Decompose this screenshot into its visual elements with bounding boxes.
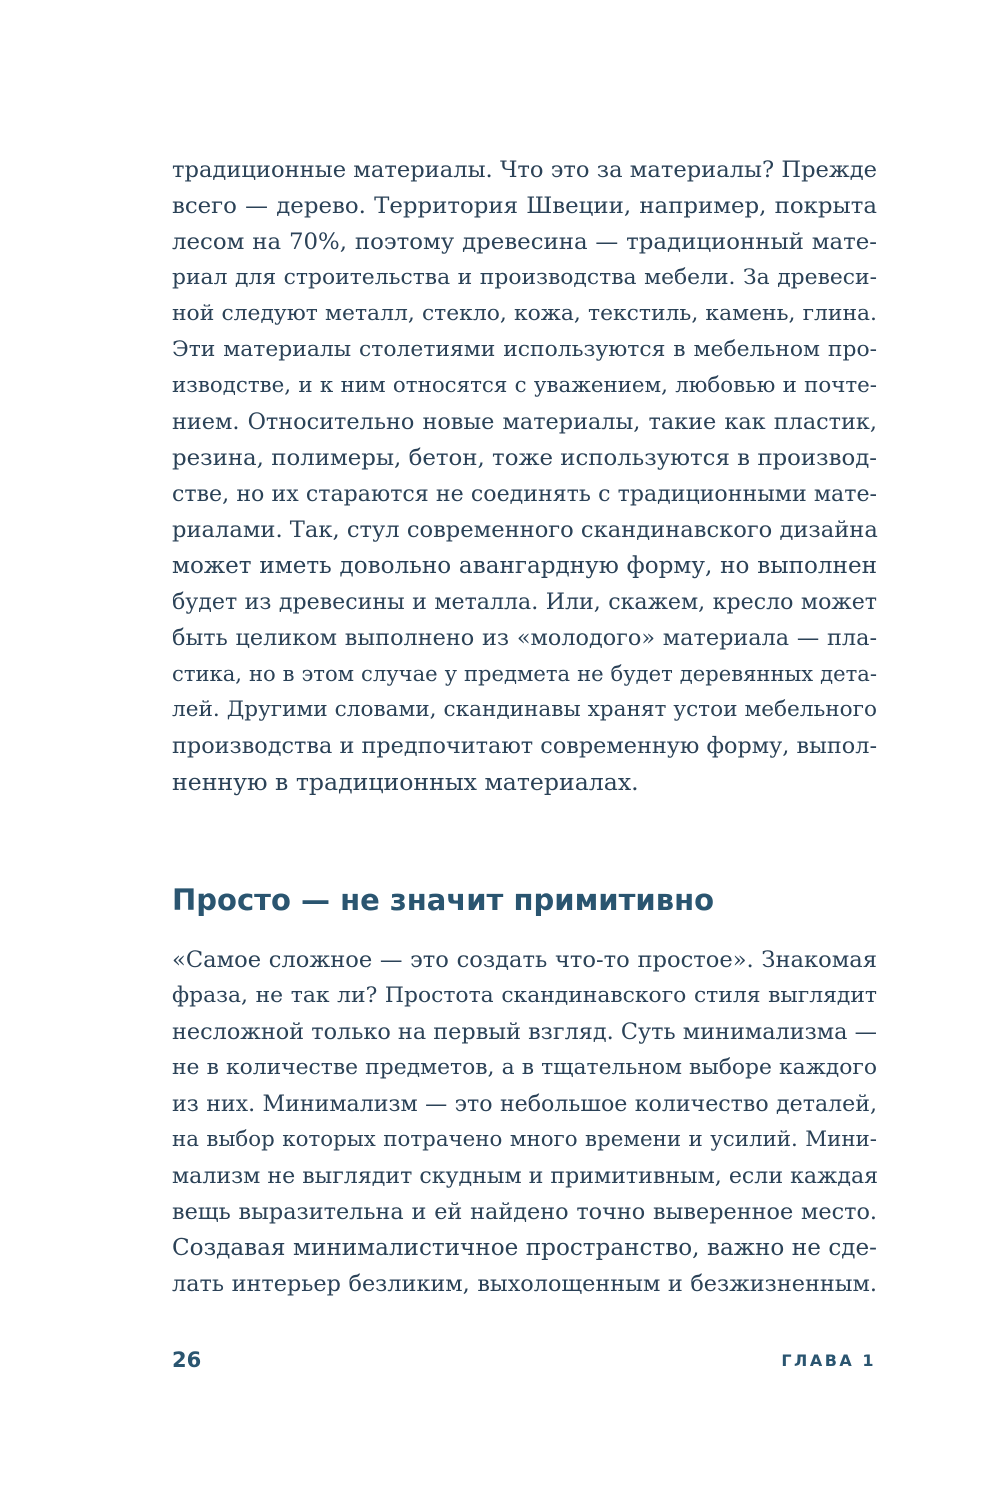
text-line: Эти материалы столетиями используются в мебельном про-: [172, 337, 877, 362]
text-line: несложной только на первый взгляд. Суть минимализма —: [172, 1019, 877, 1045]
text-line: изводстве, и к ним относятся с уважением, любовью и почте-: [172, 373, 877, 398]
text-line: резина, полимеры, бетон, тоже используются в производ-: [172, 445, 877, 471]
text-line: стика, но в этом случае у предмета не будет деревянных дета-: [172, 661, 877, 686]
text-line: мализм не выглядит скудным и примитивным, если каждая: [172, 1163, 879, 1189]
text-line: риалами. Так, стул современного скандинавского дизайна: [172, 517, 878, 543]
text-line: ной следуют металл, стекло, кожа, текстиль, камень, глина.: [172, 301, 877, 326]
text-line: нием. Относительно новые материалы, такие как пластик,: [172, 409, 877, 435]
text-line: быть целиком выполнено из «молодого» материала — пла-: [172, 625, 877, 651]
text-line: на выбор которых потрачено много времени и усилий. Мини-: [172, 1127, 877, 1152]
text-line: стве, но их стараются не соединять с традиционными мате-: [172, 481, 877, 507]
text-line: лей. Другими словами, скандинавы хранят устои мебельного: [172, 697, 877, 722]
text-line: всего — дерево. Территория Швеции, например, покрыта: [172, 193, 877, 219]
chapter-running-head: ГЛАВА 1: [781, 1351, 876, 1370]
text-line: может иметь довольно авангардную форму, но выполнен: [172, 553, 877, 579]
text-line-last: ненную в традиционных материалах.: [172, 768, 639, 796]
section-heading: Просто — не значит примитивно: [172, 883, 715, 917]
text-line: традиционные материалы. Что это за материалы? Прежде: [172, 157, 877, 183]
page-number: 26: [172, 1348, 202, 1372]
text-line: Создавая минималистичное пространство, важно не сде-: [172, 1235, 877, 1261]
text-line: риал для строительства и производства мебели. За древеси-: [172, 265, 877, 290]
text-line: фраза, не так ли? Простота скандинавского стиля выглядит: [172, 983, 877, 1008]
text-line: лать интерьер безликим, выхолощенным и безжизненным.: [172, 1271, 877, 1297]
text-line: из них. Минимализм — это небольшое количество деталей,: [172, 1091, 877, 1117]
text-line: будет из древесины и металла. Или, скажем, кресло может: [172, 589, 877, 615]
text-line: «Самое сложное — это создать что-то простое». Знакомая: [172, 947, 877, 973]
text-line: лесом на 70%, поэтому древесина — традиционный мате-: [172, 229, 877, 255]
text-line: производства и предпочитают современную форму, выпол-: [172, 733, 877, 759]
text-line: вещь выразительна и ей найдено точно выверенное место.: [172, 1199, 877, 1225]
text-line: не в количестве предметов, а в тщательном выборе каждого: [172, 1055, 877, 1080]
